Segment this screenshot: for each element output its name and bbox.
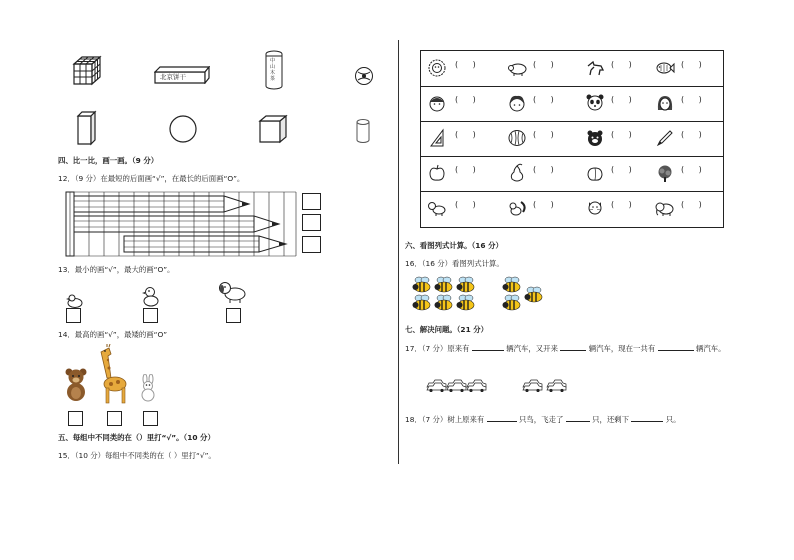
answer-paren[interactable]: ( ) (455, 165, 482, 174)
rabbit-icon (138, 374, 158, 402)
q17-part-1: 17．（7 分）原来有 (405, 344, 470, 353)
lion-icon (427, 58, 447, 78)
cabbage-icon (655, 163, 675, 183)
answer-box-chick[interactable] (66, 308, 81, 323)
answer-box-giraffe[interactable] (107, 411, 122, 426)
answer-box-pencil-3[interactable] (302, 236, 321, 253)
answer-paren[interactable]: ( ) (681, 165, 708, 174)
section6-heading: 六、看图列式计算。（16 分） (405, 241, 503, 250)
elephant-icon (655, 198, 675, 218)
q18-blank-1[interactable] (487, 421, 517, 422)
q17-part-2: 辆汽车，又开来 (506, 344, 558, 353)
column-divider (398, 40, 399, 464)
pig-icon (507, 58, 527, 78)
pencils-figure (64, 190, 304, 260)
answer-box-rabbit[interactable] (143, 411, 158, 426)
answer-paren[interactable]: ( ) (611, 200, 638, 209)
biscuit-box-label: 北京饼干 (160, 73, 186, 81)
pencil-icon (655, 128, 675, 148)
watermelon-icon (507, 128, 527, 148)
answer-paren[interactable]: ( ) (455, 200, 482, 209)
section4-heading: 四、比一比，画一画。（9 分） (58, 156, 159, 165)
boy-face-icon (427, 93, 447, 113)
q13-text: 13．最小的画“√”，最大的画“O”。 (58, 265, 175, 274)
peach-icon (585, 163, 605, 183)
q17-blank-3[interactable] (658, 350, 694, 351)
q16-text: 16．（16 分）看图列式计算。 (405, 259, 504, 268)
cylinder-shape (356, 118, 370, 144)
horse-icon (585, 58, 605, 78)
answer-box-bear[interactable] (68, 411, 83, 426)
answer-paren[interactable]: ( ) (611, 130, 638, 139)
answer-paren[interactable]: ( ) (611, 60, 638, 69)
answer-paren[interactable]: ( ) (681, 95, 708, 104)
section5-heading: 五、每组中不同类的在（）里打“√”。（10 分） (58, 433, 215, 442)
answer-box-pencil-2[interactable] (302, 214, 321, 231)
q17-part-4: 辆汽车。 (695, 344, 726, 353)
fish-icon (655, 58, 675, 78)
answer-paren[interactable]: ( ) (533, 95, 560, 104)
table-row (421, 191, 723, 226)
woman-face-icon (655, 93, 675, 113)
table-row (421, 121, 723, 157)
q17-blank-1[interactable] (472, 350, 504, 351)
apple-icon (427, 163, 447, 183)
ball-icon (354, 66, 374, 86)
q18-blank-2[interactable] (566, 421, 590, 422)
q17-text (405, 344, 726, 354)
answer-paren[interactable]: ( ) (611, 165, 638, 174)
chick-icon (66, 294, 84, 308)
pear-icon (507, 163, 527, 183)
answer-paren[interactable]: ( ) (681, 130, 708, 139)
answer-paren[interactable]: ( ) (681, 60, 708, 69)
answer-paren[interactable]: ( ) (681, 200, 708, 209)
cat-icon (585, 198, 605, 218)
answer-paren[interactable]: ( ) (611, 95, 638, 104)
girl-face-icon (507, 93, 527, 113)
tea-can (264, 50, 284, 90)
section7-heading: 七、解决问题。（21 分） (405, 325, 489, 334)
answer-paren[interactable]: ( ) (455, 95, 482, 104)
q17-part-3: 辆汽车，现在一共有 (588, 344, 656, 353)
answer-box-duck[interactable] (143, 308, 158, 323)
q18-part-3: 只，还剩下 (592, 415, 630, 424)
sphere-shape (168, 114, 198, 144)
q18-blank-3[interactable] (631, 421, 663, 422)
answer-paren[interactable]: ( ) (455, 130, 482, 139)
answer-paren[interactable]: ( ) (533, 165, 560, 174)
q18-text (405, 415, 681, 425)
q15-text: 15．（10 分）每组中不同类的在（ ）里打“√”。 (58, 451, 216, 460)
table-row (421, 51, 723, 87)
answer-paren[interactable]: ( ) (533, 60, 560, 69)
bear-icon (64, 368, 88, 402)
q14-text: 14．最高的画“√”，最矮的画“O” (58, 330, 168, 339)
dog-small-icon (427, 198, 447, 218)
cuboid-shape (76, 110, 98, 146)
table-row (421, 156, 723, 192)
panda-icon (585, 93, 605, 113)
answer-box-dog[interactable] (226, 308, 241, 323)
rubiks-cube-icon (70, 54, 104, 88)
answer-paren[interactable]: ( ) (455, 60, 482, 69)
tea-can-label: 中山木茶 (270, 58, 276, 82)
cube-shape (258, 114, 288, 144)
answer-paren[interactable]: ( ) (533, 130, 560, 139)
biscuit-box (154, 66, 210, 84)
answer-box-pencil-1[interactable] (302, 193, 321, 210)
q18-part-1: 18．（7 分）树上原来有 (405, 415, 485, 424)
squirrel-icon (507, 198, 527, 218)
answer-paren[interactable]: ( ) (533, 200, 560, 209)
giraffe-icon (95, 344, 129, 404)
q12-text: 12．（9 分）在最短的后面画“√”，在最长的后面画“O”。 (58, 174, 245, 183)
bees-figure (410, 274, 550, 316)
cars-figure (424, 376, 584, 392)
q18-part-4: 只。 (665, 415, 681, 424)
triangle-ruler-icon (427, 128, 447, 148)
q17-blank-2[interactable] (560, 350, 586, 351)
bear-face-icon (585, 128, 605, 148)
duck-icon (142, 286, 160, 308)
table-row (421, 86, 723, 122)
dog-icon (218, 280, 248, 304)
q18-part-2: 只鸟，飞走了 (519, 415, 564, 424)
classification-table (420, 50, 724, 228)
